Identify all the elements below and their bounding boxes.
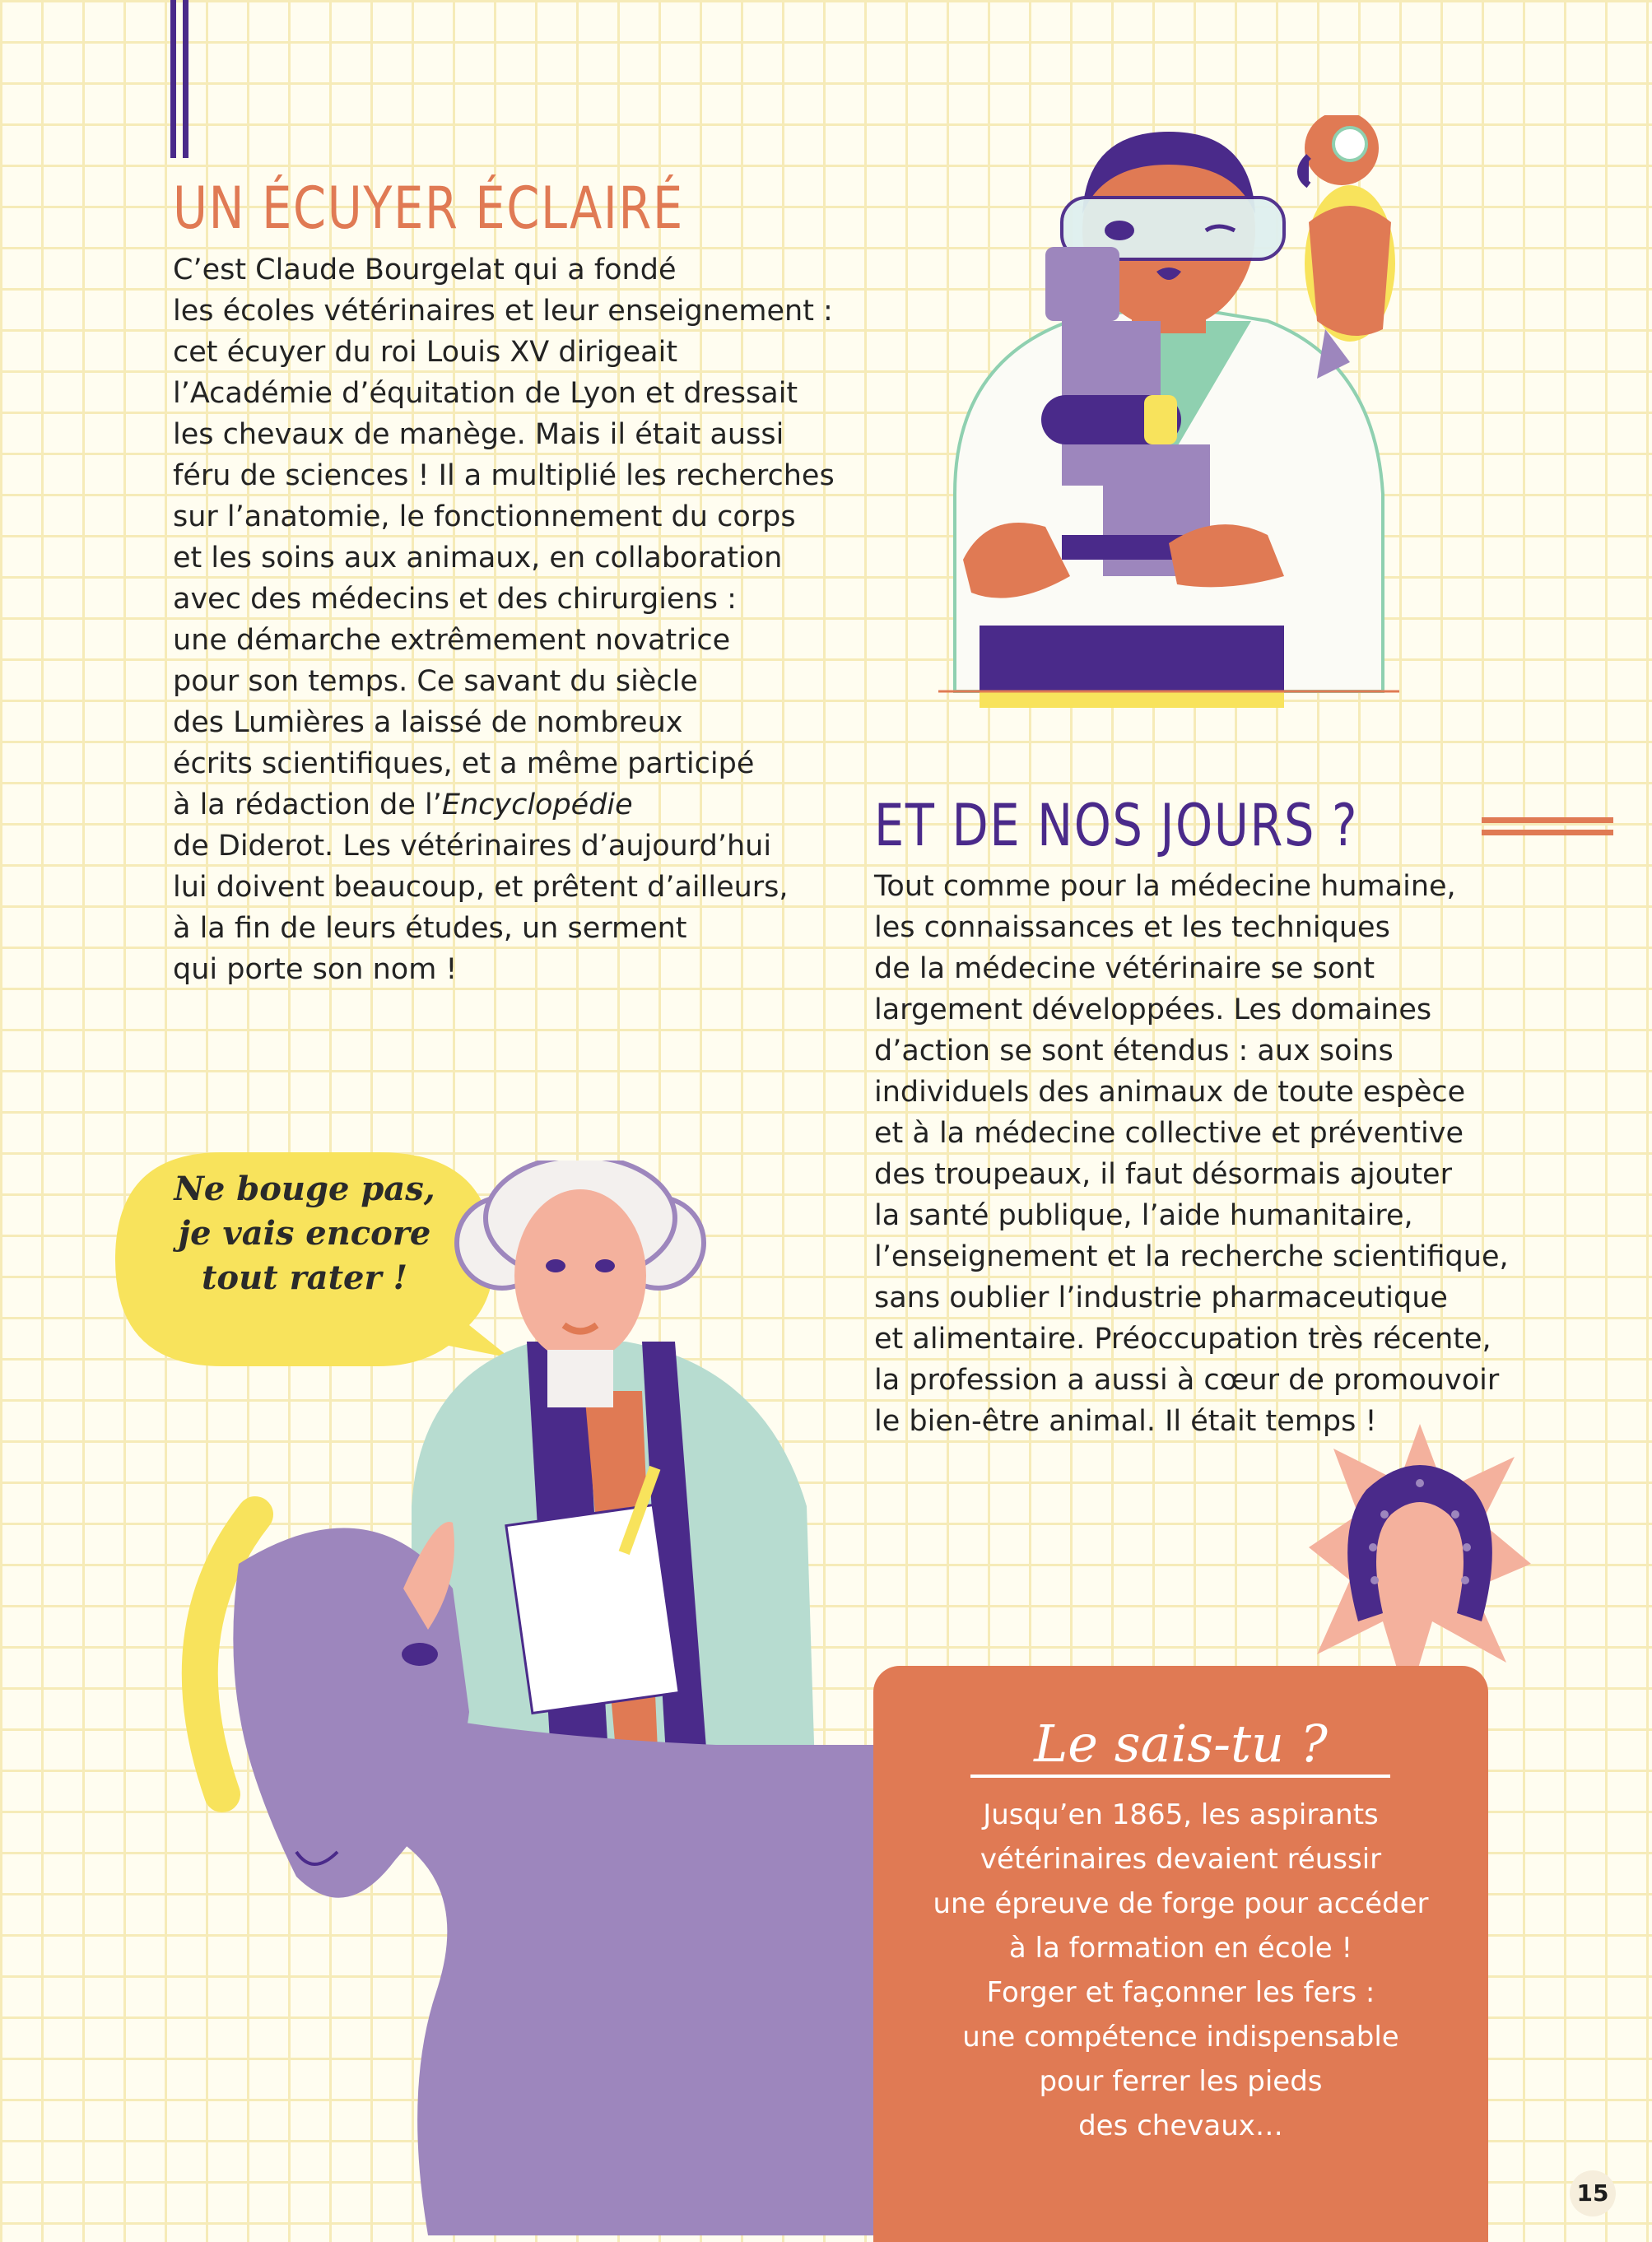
fact-line: Forger et façonner les fers : xyxy=(986,1976,1375,2009)
fact-line: à la formation en école ! xyxy=(1008,1932,1353,1965)
encyclopedie-title: Encyclopédie xyxy=(441,788,633,821)
horseshoe-illustration xyxy=(1309,1424,1531,1704)
body-line: sans oublier l’industrie pharmaceutique xyxy=(874,1281,1448,1314)
fact-line: vétérinaires devaient réussir xyxy=(980,1843,1382,1876)
body-line: des Lumières a laissé de nombreux xyxy=(173,706,683,739)
speech-line: tout rater ! xyxy=(201,1258,408,1297)
body-line: avec des médecins et des chirurgiens : xyxy=(173,583,737,616)
horse-eye xyxy=(402,1643,438,1666)
body-line: la profession a aussi à cœur de promouvoir xyxy=(874,1364,1500,1397)
body-line: une démarche extrêmement novatrice xyxy=(173,624,731,657)
body-line: les écoles vétérinaires et leur enseignement : xyxy=(173,295,833,328)
body-line: l’Académie d’équitation de Lyon et dressait xyxy=(173,377,798,410)
fact-line: une épreuve de forge pour accéder xyxy=(933,1887,1429,1920)
speech-line: je vais encore xyxy=(178,1214,431,1253)
fact-line: une compétence indispensable xyxy=(962,2021,1399,2054)
body-line: pour son temps. Ce savant du siècle xyxy=(173,665,698,698)
body-line: et à la médecine collective et préventive xyxy=(874,1117,1464,1150)
body-line: écrits scientifiques, et a même participé xyxy=(173,747,755,780)
page-number: 15 xyxy=(1570,2170,1616,2216)
body-line: d’action se sont étendus : aux soins xyxy=(874,1035,1394,1068)
body-line: le bien-être animal. Il était temps ! xyxy=(874,1405,1377,1438)
body-line: cet écuyer du roi Louis XV dirigeait xyxy=(173,336,678,369)
fact-line: Jusqu’en 1865, les aspirants xyxy=(983,1798,1379,1831)
horse-body xyxy=(403,1712,897,2235)
horse-illustration xyxy=(156,1465,897,2235)
bourgelat-head xyxy=(457,1161,704,1362)
parrot xyxy=(1301,115,1395,379)
body-line: la santé publique, l’aide humanitaire, xyxy=(874,1199,1413,1232)
fact-box-text xyxy=(873,1793,1488,2148)
body-line-prefix: à la rédaction de l’ xyxy=(173,788,442,821)
body-line: de Diderot. Les vétérinaires d’aujourd’hui xyxy=(173,830,772,863)
fact-line: pour ferrer les pieds xyxy=(1039,2065,1323,2098)
section-title-ecuyer: UN ÉCUYER ÉCLAIRÉ xyxy=(173,174,684,242)
body-line: les connaissances et les techniques xyxy=(874,911,1390,944)
speech-line: Ne bouge pas, xyxy=(174,1170,435,1208)
fact-line: des chevaux… xyxy=(1078,2109,1283,2142)
cravat xyxy=(547,1350,613,1407)
body-line: des troupeaux, il faut désormais ajouter xyxy=(874,1158,1452,1191)
body-line: C’est Claude Bourgelat qui a fondé xyxy=(173,254,677,286)
decor-vertical-bar xyxy=(183,0,188,158)
body-line xyxy=(173,784,835,826)
body-line: féru de sciences ! Il a multiplié les recherches xyxy=(173,459,835,492)
fact-box-title: Le sais-tu ? xyxy=(1034,1714,1328,1774)
section-title-nos-jours: ET DE NOS JOURS ? xyxy=(874,792,1359,859)
body-line: les chevaux de manège. Mais il était aussi xyxy=(173,418,784,451)
fact-box-divider xyxy=(970,1775,1390,1778)
body-line: sur l’anatomie, le fonctionnement du corps xyxy=(173,500,796,533)
body-line: à la fin de leurs études, un serment xyxy=(173,912,687,945)
fact-box xyxy=(873,1666,1488,2242)
scientist-microscope-illustration xyxy=(922,115,1416,724)
body-line: lui doivent beaucoup, et prêtent d’ailleurs, xyxy=(173,871,789,904)
section-body-nos-jours xyxy=(874,866,1509,1442)
body-line: individuels des animaux de toute espèce xyxy=(874,1076,1466,1109)
body-line: et alimentaire. Préoccupation très récente, xyxy=(874,1323,1491,1356)
body-line: et les soins aux animaux, en collaboration xyxy=(173,542,783,574)
section-body-ecuyer xyxy=(173,249,835,990)
decor-horizontal-bar xyxy=(1482,830,1613,835)
body-line: l’enseignement et la recherche scientifique, xyxy=(874,1240,1509,1273)
body-line: largement développées. Les domaines xyxy=(874,993,1432,1026)
decor-vertical-bar xyxy=(170,0,176,158)
decor-horizontal-bar xyxy=(1482,817,1613,823)
body-line: Tout comme pour la médecine humaine, xyxy=(874,870,1456,903)
body-line: de la médecine vétérinaire se sont xyxy=(874,952,1375,985)
body-line: qui porte son nom ! xyxy=(173,953,458,986)
